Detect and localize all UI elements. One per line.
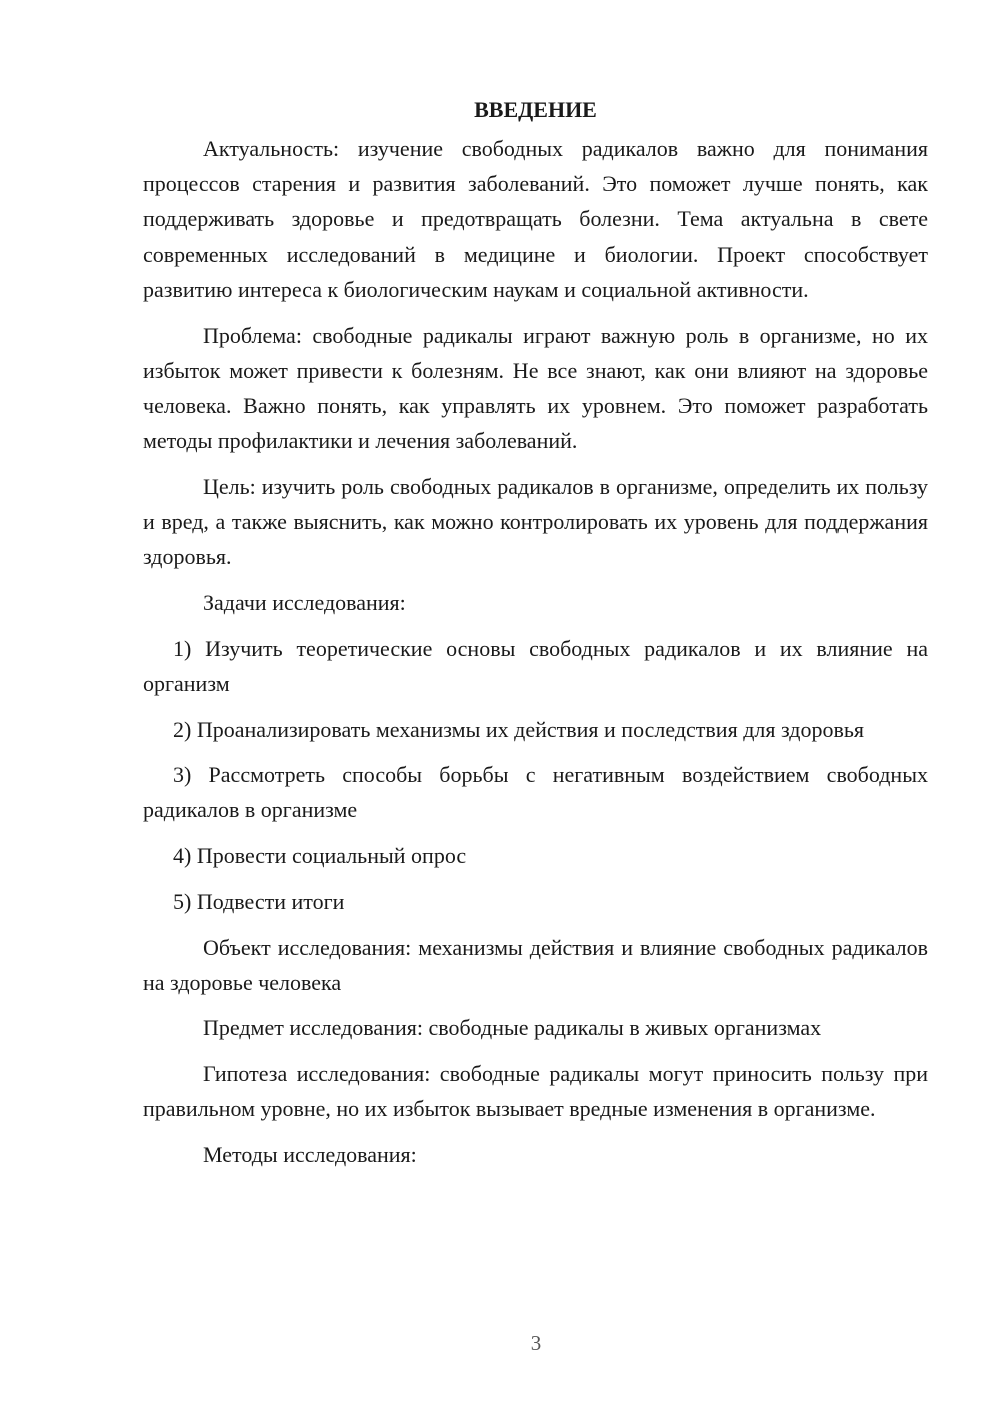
- paragraph-subject: Предмет исследования: свободные радикалы в живых организмах: [203, 1015, 822, 1041]
- paragraph-goal: Цель: изучить роль свободных радикалов в организме, определить их пользу и вред, а также выяснить, как можно контролировать их уровень для поддержания здоровья.: [143, 473, 928, 570]
- task-item-5: 5) Подвести итоги: [173, 888, 345, 914]
- document-page: [143, 92, 928, 1183]
- paragraph-hypothesis: Гипотеза исследования: свободные радикалы могут приносить пользу при правильном уровне, но их избыток вызывает вредные изменения в организме.: [143, 1061, 928, 1122]
- task-item-4: 4) Провести социальный опрос: [173, 843, 467, 869]
- section-title: ВВЕДЕНИЕ: [474, 97, 597, 122]
- task-item-3: 3) Рассмотреть способы борьбы с негативным воздействием свободных радикалов в организме: [143, 762, 928, 823]
- paragraph-tasks-heading: Задачи исследования:: [203, 589, 406, 615]
- paragraph-problem: Проблема: свободные радикалы играют важную роль в организме, но их избыток может привести к болезням. Не все знают, как они влияют на здоровье человека. Важно понять, как управлять их уровнем. Это поможет разработать методы профилактики и лечения заболеваний.: [143, 322, 928, 454]
- task-item-1: 1) Изучить теоретические основы свободных радикалов и их влияние на организм: [143, 635, 928, 696]
- paragraph-methods: Методы исследования:: [203, 1142, 417, 1168]
- page-number: 3: [530, 1331, 542, 1355]
- paragraph-relevance: Актуальность: изучение свободных радикалов важно для понимания процессов старения и развития заболеваний. Это поможет лучше понять, как поддерживать здоровье и предотвращать болезни. Тема актуальна в свете современных исследований в медицине и биологии. Проект способствует развитию интереса к биологическим наукам и социальной активности.: [143, 136, 928, 302]
- task-item-2: 2) Проанализировать механизмы их действия и последствия для здоровья: [173, 716, 865, 742]
- paragraph-object: Объект исследования: механизмы действия и влияние свободных радикалов на здоровье человека: [143, 934, 928, 995]
